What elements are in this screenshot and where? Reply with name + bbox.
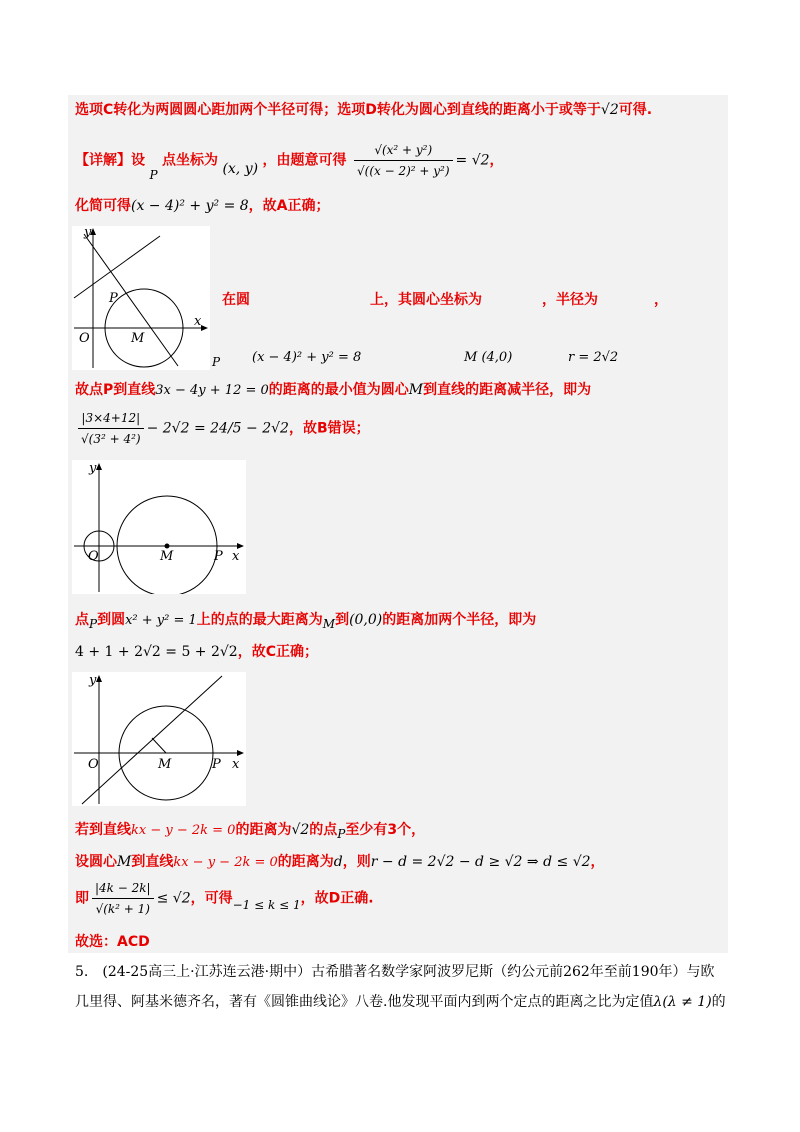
line-9 [75,642,318,662]
text: 若到直线 [75,822,131,838]
y-axis-label: y [89,461,97,476]
line-6 [75,380,591,401]
math: r − d = 2√2 − d ≥ √2 ⇒ d ≤ √2 [370,854,591,870]
text: ，由题意可得 [262,152,347,169]
answer-text: 故选：ACD [75,934,150,950]
math: P [212,355,221,369]
line-14 [75,962,715,982]
x-axis-label: x [232,757,240,772]
math: M (4,0) [464,350,513,365]
math: (x − 4)² + y² = 8 [252,350,362,365]
line-1 [75,100,652,120]
denominator: √((x − 2)² + y²) [356,164,450,178]
math: = √2 [455,152,490,169]
text: 的点 [309,822,338,838]
text: 到直线 [131,854,174,870]
math: M [322,617,336,631]
center-label: M [131,331,145,346]
math: 3x − 4y + 12 = 0 [155,383,269,398]
line-15 [75,992,726,1012]
fraction [78,408,144,449]
numerator: √(x² + y²) [354,140,453,161]
text: 的距离为 [235,822,292,838]
figure-2-svg [72,460,246,594]
x-axis-label: x [194,314,202,329]
origin-label: O [79,331,90,346]
point-label: P [109,291,118,306]
math: √2 [600,102,619,118]
math: P [337,827,346,841]
line-7 [75,408,370,452]
fraction [354,140,453,181]
text: ，则 [342,854,371,870]
question-text: 的 [711,994,726,1010]
line-2 [75,140,504,180]
line-13 [75,932,150,952]
text: 点 [75,612,89,628]
point-label: P [212,757,221,772]
figure-3 [72,672,246,806]
line-4 [222,290,668,310]
math: 4 + 1 + 2√2 = 5 + 2√2 [75,644,238,660]
text: ，半径为 [542,292,598,308]
line-10 [75,820,425,841]
math: d [333,854,343,870]
origin-label: O [88,549,99,564]
text: 到 [335,612,350,628]
text: 的距离的最小值为圆心 [268,382,409,398]
line-11 [75,852,605,873]
x-axis-label: x [232,549,240,564]
denominator: √(3² + 4²) [81,432,141,446]
text: 即 [75,890,89,907]
text: 化简可得 [75,198,131,214]
numerator: |3×4+12| [78,408,144,429]
text: 故点P到直线 [75,382,156,398]
line-3 [75,196,330,216]
figure-1-svg [72,226,210,370]
text: ，故A正确； [248,198,330,214]
math: −1 ≤ k ≤ 1 [232,897,301,912]
math: M [408,382,424,398]
denominator: √(k² + 1) [95,902,150,916]
math: (x − 4)² + y² = 8 [131,198,249,214]
math: ≤ √2 [156,890,191,907]
math: − 2√2 = 24/5 − 2√2 [146,420,289,437]
text: 的距离加两个半径，即为 [382,612,537,628]
text: ， [590,854,605,870]
text: 在圆 [222,292,250,308]
text: 点坐标为 [161,152,218,169]
math: λ(λ ≠ 1) [653,994,712,1010]
figure-3-svg [72,672,246,806]
figure-1 [72,226,210,370]
point-label: P [214,549,223,564]
question-text: 几里得、阿基米德齐名，著有《圆锥曲线论》八卷.他发现平面内到两个定点的距离之比为定值 [75,994,654,1010]
text: ，可得 [190,890,233,907]
center-label: M [160,549,174,564]
math: P [89,617,98,631]
fraction [92,878,154,919]
math: (0,0) [349,612,383,628]
y-axis-label: y [84,226,92,240]
math: kx − y − 2k = 0 [131,823,236,838]
text: 到直线的距离减半径，即为 [423,382,592,398]
line-12 [75,878,374,922]
text: 的距离为 [277,854,334,870]
origin-label: O [88,757,99,772]
line-8 [75,610,536,631]
center-label: M [158,757,172,772]
text: ，故B错误； [288,420,370,437]
text: 上的点的最大距离为 [196,612,323,628]
math: kx − y − 2k = 0 [173,855,278,870]
text: ， [654,292,668,308]
text: 上，其圆心坐标为 [370,292,482,308]
math: P [149,167,158,182]
text: ，故C正确； [237,644,318,660]
math: r = 2√2 [568,350,619,365]
text: 到圆 [97,612,126,628]
math: x² + y² = 1 [125,613,197,628]
text: ，故D正确. [300,890,374,907]
math: √2 [291,822,310,838]
math: (x, y) [222,160,259,177]
y-axis-label: y [89,673,97,688]
text: ， [489,152,504,169]
question-text: 5. (24-25高三上·江苏连云港·期中）古希腊著名数学家阿波罗尼斯（约公元前262年至前190年）与欧 [75,964,715,980]
figure-2 [72,460,246,594]
math: M [117,854,132,870]
numerator: |4k − 2k| [92,878,154,899]
text: 【详解】设 [75,152,145,169]
text: 选项C转化为两圆圆心距加两个半径可得；选项D转化为圆心到直线的距离小于或等于 [75,102,601,118]
text: 至少有3个， [345,822,426,838]
text: 可得. [618,102,653,118]
text: 设圆心 [75,854,117,870]
